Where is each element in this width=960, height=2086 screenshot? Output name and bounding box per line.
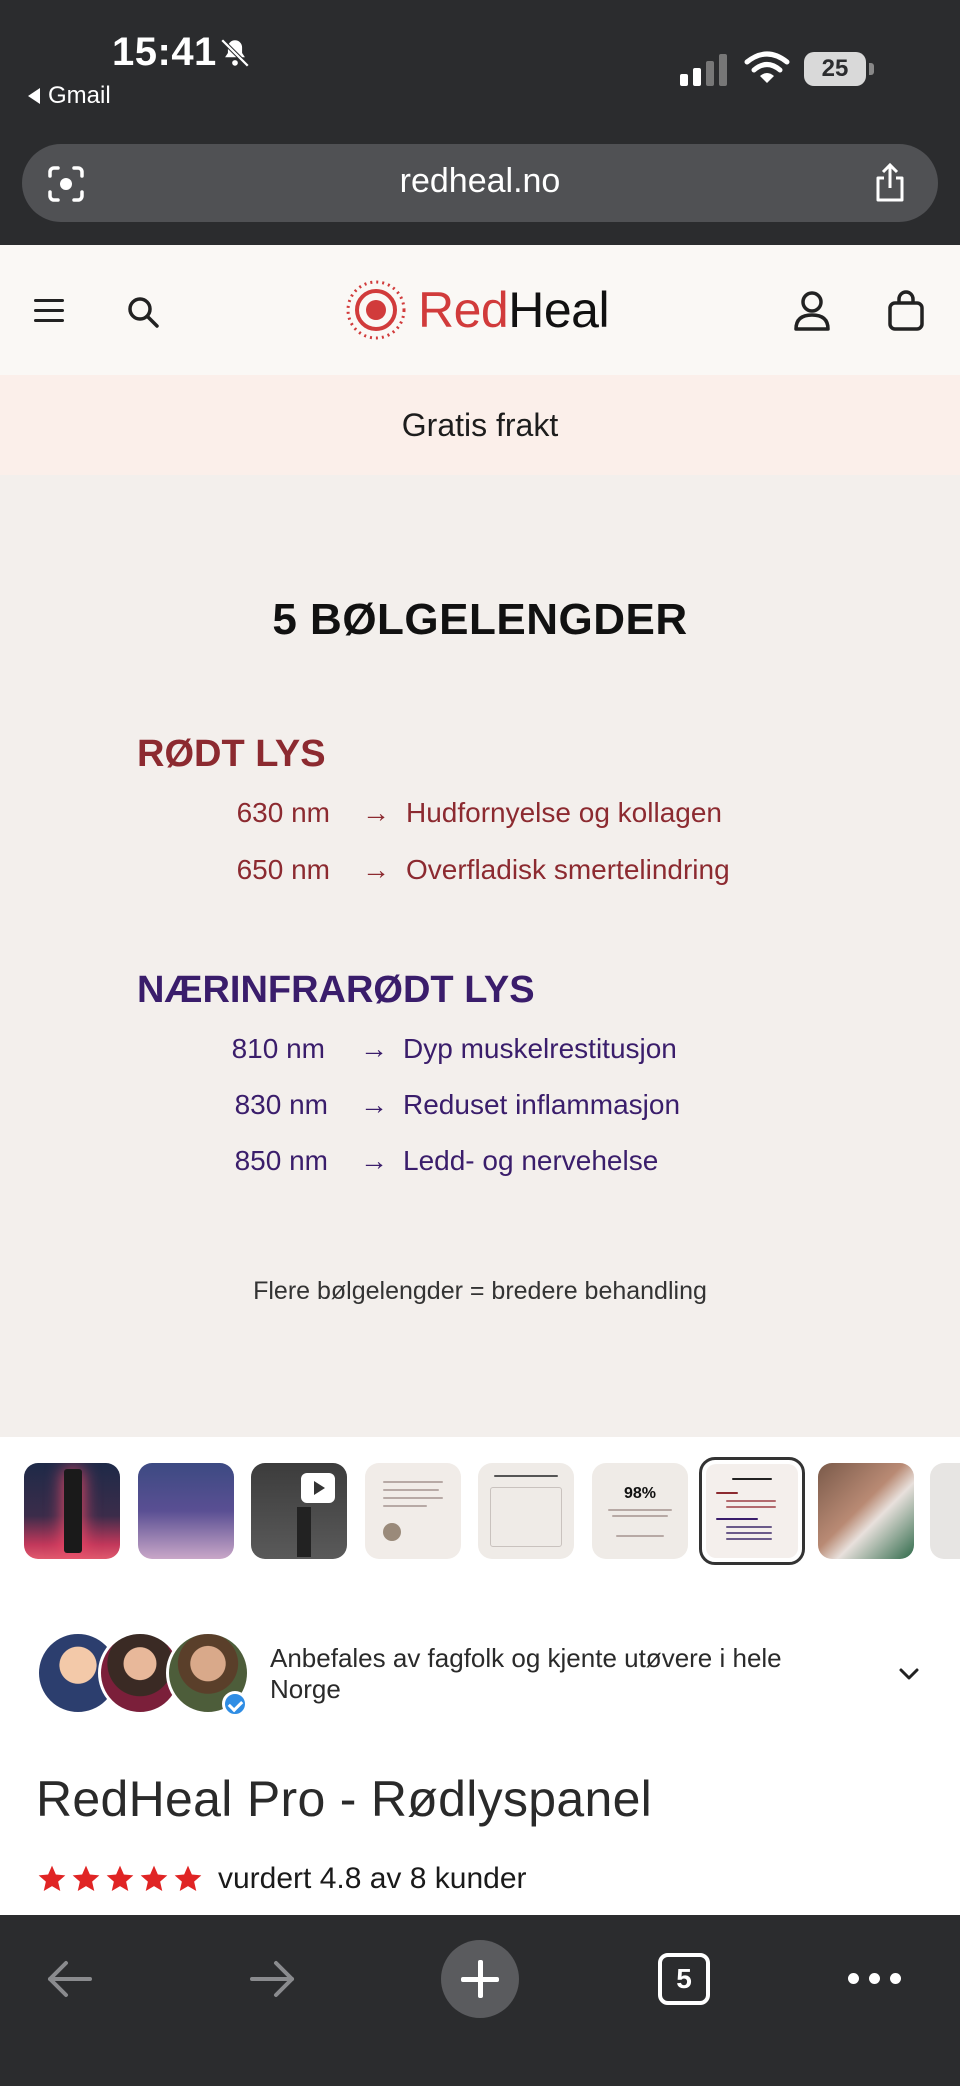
wavelength-row bbox=[0, 1089, 960, 1133]
wavelength-desc: Reduset inflammasjon bbox=[403, 1089, 681, 1120]
arrow-icon: → bbox=[360, 1145, 388, 1176]
brand-red-part: Red bbox=[418, 282, 509, 338]
url-text[interactable]: redheal.no bbox=[399, 162, 561, 200]
arrow-icon: → bbox=[360, 1089, 388, 1120]
star-icon bbox=[104, 1863, 136, 1895]
wavelength-nm: 650 nm bbox=[236, 854, 330, 885]
account-icon[interactable] bbox=[792, 289, 832, 333]
rating-text: vurdert 4.8 av 8 kunder bbox=[218, 1862, 527, 1895]
wavelength-row bbox=[0, 854, 960, 898]
wavelength-row bbox=[0, 797, 960, 841]
chevron-down-icon[interactable] bbox=[898, 1663, 920, 1685]
address-bar[interactable] bbox=[22, 144, 938, 222]
arrow-icon: → bbox=[362, 797, 390, 828]
wavelength-nm: 810 nm bbox=[231, 1033, 325, 1064]
more-icon[interactable] bbox=[848, 1973, 901, 1984]
thumbnail-lifestyle[interactable] bbox=[138, 1463, 234, 1559]
hero-note: Flere bølgelengder = bredere behandling bbox=[253, 1277, 707, 1305]
wavelength-nm: 830 nm bbox=[234, 1089, 328, 1120]
menu-icon[interactable] bbox=[34, 299, 64, 321]
thumbnail-customer-photo[interactable] bbox=[818, 1463, 914, 1559]
thumbnail-video[interactable] bbox=[251, 1463, 347, 1559]
tabs-icon[interactable]: 5 bbox=[658, 1953, 710, 2005]
back-arrow-icon[interactable] bbox=[44, 1959, 94, 1999]
back-to-app-link[interactable] bbox=[28, 82, 111, 110]
forward-arrow-icon[interactable] bbox=[248, 1959, 298, 1999]
product-rating[interactable] bbox=[36, 1862, 527, 1896]
back-app-label: Gmail bbox=[48, 82, 111, 109]
thumbnail-review[interactable] bbox=[365, 1463, 461, 1559]
verified-icon bbox=[222, 1691, 248, 1717]
endorsement-row[interactable] bbox=[0, 1587, 960, 1747]
arrow-icon: → bbox=[362, 854, 390, 885]
signal-icon bbox=[680, 52, 727, 86]
logo-icon bbox=[344, 278, 408, 342]
thumbnail-next-partial[interactable] bbox=[930, 1463, 960, 1559]
wavelength-nm: 850 nm bbox=[234, 1145, 328, 1176]
red-light-title: RØDT LYS bbox=[137, 733, 326, 775]
search-icon[interactable] bbox=[126, 295, 160, 329]
hero-title: 5 BØLGELENGDER bbox=[272, 595, 688, 644]
play-icon bbox=[301, 1473, 335, 1503]
star-icon bbox=[36, 1863, 68, 1895]
wavelength-desc: Ledd- og nervehelse bbox=[403, 1145, 659, 1176]
thumbnail-percent[interactable] bbox=[592, 1463, 688, 1559]
wavelength-desc: Overfladisk smertelindring bbox=[406, 854, 730, 885]
endorsement-text: Anbefales av fagfolk og kjente utøvere i hele Norge bbox=[270, 1643, 782, 1704]
battery-icon: 25 bbox=[804, 52, 866, 86]
site-header bbox=[0, 245, 960, 375]
wavelength-row bbox=[0, 1145, 960, 1189]
product-title: RedHeal Pro - Rødlyspanel bbox=[36, 1771, 653, 1827]
star-rating bbox=[36, 1863, 204, 1895]
share-icon[interactable] bbox=[872, 162, 908, 204]
nir-light-title: NÆRINFRARØDT LYS bbox=[137, 969, 535, 1011]
thumbnail-strip[interactable] bbox=[0, 1437, 960, 1587]
thumbnail-wavelengths-active[interactable] bbox=[699, 1457, 805, 1565]
thumbnail-percent-value: 98% bbox=[623, 1485, 657, 1502]
wavelength-desc: Hudfornyelse og kollagen bbox=[406, 797, 722, 828]
star-icon bbox=[172, 1863, 204, 1895]
cart-icon[interactable] bbox=[886, 289, 926, 333]
browser-top-bar bbox=[0, 0, 960, 245]
wavelength-desc: Dyp muskelrestitusjon bbox=[403, 1033, 677, 1064]
wavelength-row bbox=[0, 1033, 960, 1077]
product-main-image[interactable] bbox=[0, 475, 960, 1437]
back-triangle-icon bbox=[28, 88, 40, 104]
new-tab-icon[interactable] bbox=[441, 1940, 519, 2018]
arrow-icon: → bbox=[360, 1033, 388, 1064]
brand-dark-part: Heal bbox=[508, 282, 610, 338]
thumbnail-panel-photo[interactable] bbox=[24, 1463, 120, 1559]
thumbnail-package-contents[interactable] bbox=[478, 1463, 574, 1559]
bell-slash-icon bbox=[218, 36, 252, 70]
wifi-icon bbox=[744, 50, 790, 86]
site-logo[interactable] bbox=[344, 278, 609, 342]
star-icon bbox=[70, 1863, 102, 1895]
promo-banner: Gratis frakt bbox=[0, 375, 960, 475]
wavelength-nm: 630 nm bbox=[236, 797, 330, 828]
star-icon bbox=[138, 1863, 170, 1895]
status-time: 15:41 bbox=[112, 30, 217, 74]
browser-toolbar bbox=[0, 1915, 960, 2086]
